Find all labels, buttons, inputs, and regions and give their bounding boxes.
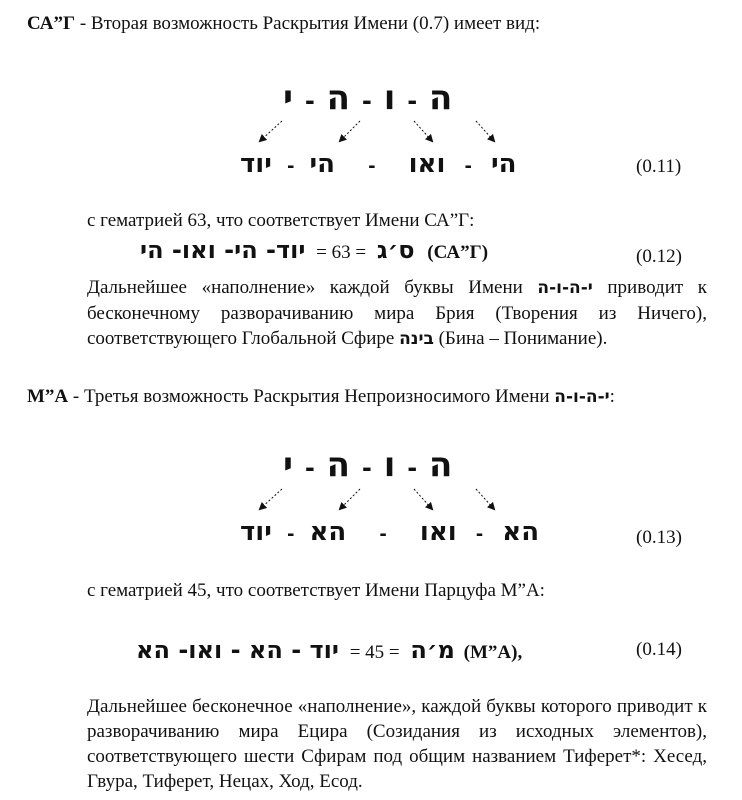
- para-sag-part3: (Бина – Понимание).: [433, 328, 608, 349]
- separator: -: [379, 524, 387, 545]
- letter-vav: ו: [383, 445, 396, 485]
- dash: -: [361, 454, 372, 482]
- separator: -: [368, 156, 376, 177]
- para-sag-sefira: בינה: [399, 329, 434, 349]
- tetragram-2: [283, 447, 452, 486]
- equation-number-0-14: (0.14): [636, 639, 682, 660]
- arrow-2: [340, 121, 360, 141]
- term-sag: СА”Г: [27, 13, 76, 34]
- heading-ma-name: י-ה-ו-ה: [554, 387, 610, 407]
- expansion-vav: ואו: [419, 517, 457, 547]
- gematria-ma-hebrew-sum: יוד - הא - ואו- הא: [136, 636, 339, 664]
- para-sag-name: י-ה-ו-ה: [537, 278, 593, 298]
- expansion-sag-row: [240, 150, 517, 181]
- heading-ma-colon: :: [609, 386, 615, 407]
- expansion-vav: ואו: [408, 149, 446, 179]
- separator: -: [286, 156, 295, 177]
- paragraph-sag: [87, 275, 707, 352]
- letter-he1: ה: [326, 445, 351, 485]
- equation-number-0-13: (0.13): [636, 527, 682, 548]
- arrow-4: [476, 121, 494, 141]
- expansion-he2: הא: [502, 517, 540, 547]
- letter-yod: י: [283, 445, 294, 485]
- heading-sag-text: - Вторая возможность Раскрытия Имени (0.7) имеет вид:: [75, 13, 541, 34]
- dash: -: [361, 87, 372, 115]
- arrow-1: [260, 121, 282, 141]
- gematria-sag-hebrew-name: ס׳ג: [376, 236, 415, 264]
- arrow-7: [414, 489, 432, 509]
- gematria-ma-latin-name: (М”А),: [463, 642, 523, 663]
- paragraph-ma: Дальнейшее бесконечное «наполнение», каждой буквы которого приводит к разворачиванию мира Ецира (Созидания из исходных элементов), соответствующего шести Сфирам под общим названием Тиферет*: Хесед, Гвура, Тиферет, Нецах, Ход, Есод.: [87, 696, 707, 792]
- equation-number-0-11: (0.11): [636, 156, 682, 177]
- arrow-3: [414, 121, 432, 141]
- expansion-he1: הי: [309, 149, 336, 179]
- gematria-ma-hebrew-name: מ׳ה: [410, 636, 455, 664]
- expansion-yod: יוד: [240, 149, 272, 179]
- separator: -: [286, 524, 295, 545]
- letter-yod: י: [283, 78, 294, 118]
- letter-vav: ו: [383, 78, 396, 118]
- heading-ma-text: - Третья возможность Раскрытия Непроизносимого Имени: [68, 386, 555, 407]
- para-sag-part2: приводит к бесконечному разворачиванию мира Брия (Творения из Ничего), соответствующего Глобальной Сфире: [87, 277, 707, 349]
- arrow-5: [260, 489, 282, 509]
- term-ma: М”А: [27, 386, 69, 407]
- dash: -: [304, 454, 315, 482]
- letter-he2: ה: [429, 78, 453, 118]
- arrow-6: [340, 489, 360, 509]
- expansion-yod: יוד: [240, 517, 272, 547]
- equation-number-0-12: (0.12): [636, 246, 682, 267]
- expansion-he1: הא: [309, 517, 347, 547]
- gematria-ma-text: с гематрией 45, что соответствует Имени Парцуфа М”А:: [87, 580, 545, 601]
- gematria-ma-equation: [136, 636, 522, 667]
- expansion-he2: הי: [491, 149, 517, 179]
- section-heading-ma: [27, 387, 615, 407]
- dash: -: [407, 87, 418, 115]
- gematria-sag-text: с гематрией 63, что соответствует Имени СА”Г:: [87, 210, 475, 231]
- letter-he1: ה: [326, 78, 351, 118]
- expansion-ma-row: [240, 518, 539, 549]
- dash: -: [304, 87, 315, 115]
- gematria-sag-value: = 63 =: [316, 242, 367, 263]
- gematria-sag-hebrew-sum: יוד- הי- ואו- הי: [140, 236, 306, 264]
- arrow-8: [476, 489, 494, 509]
- dash: -: [407, 454, 418, 482]
- para-sag-part1: Дальнейшее «наполнение» каждой буквы Имени: [87, 277, 538, 298]
- gematria-ma-value: = 45 =: [349, 642, 400, 663]
- letter-he2: ה: [429, 445, 453, 485]
- gematria-sag-equation: [140, 236, 488, 267]
- separator: -: [464, 156, 472, 177]
- gematria-sag-latin-name: (СА”Г): [427, 242, 489, 263]
- separator: -: [475, 524, 484, 545]
